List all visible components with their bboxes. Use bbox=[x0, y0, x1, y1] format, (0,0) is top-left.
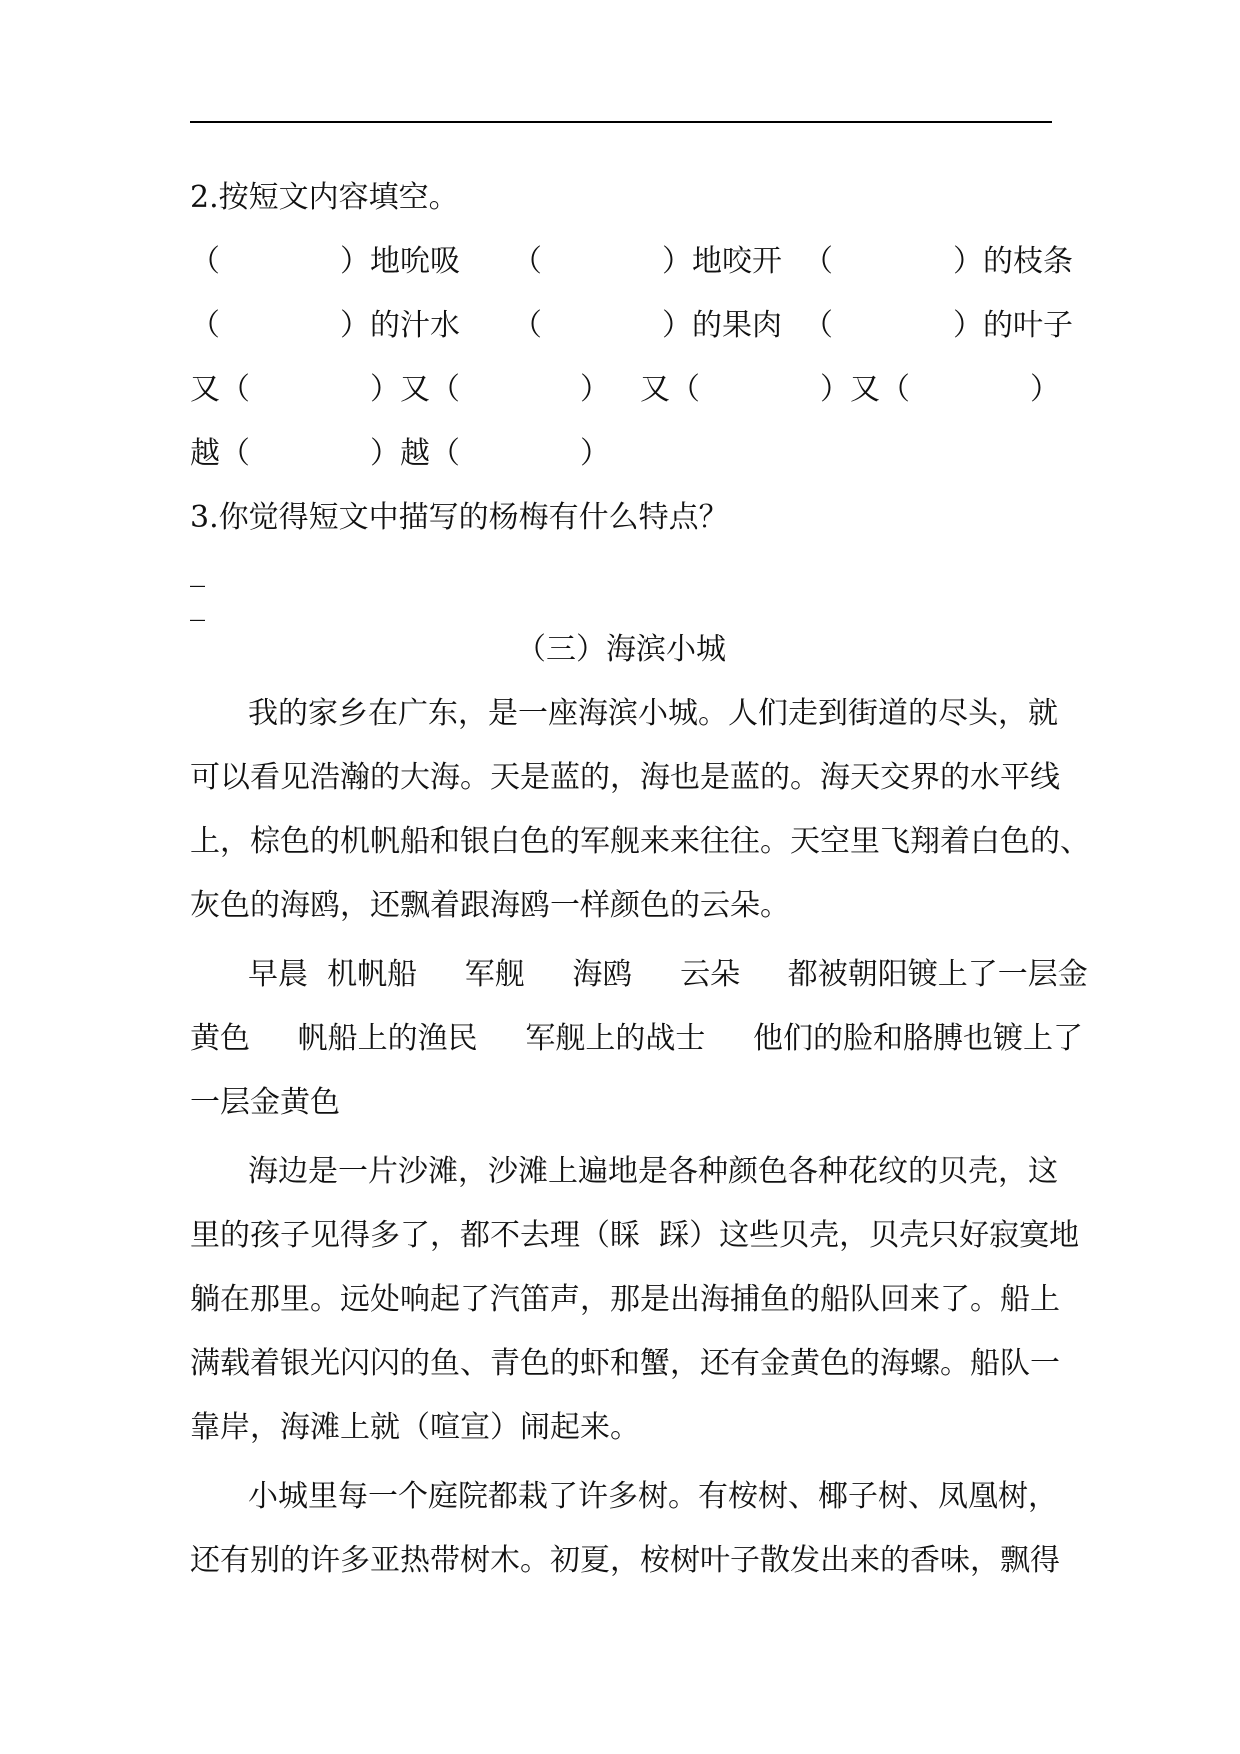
fill-blank-8: 又（ ）又（ ） bbox=[640, 372, 1060, 407]
passage-title: （三）海滨小城 bbox=[516, 632, 726, 667]
fill-blank-7: 又（ ）又（ ） bbox=[190, 372, 610, 407]
fill-blank-1: （ ）地吮吸 bbox=[190, 244, 460, 279]
paragraph-3-line-3: 躺在那里。远处响起了汽笛声，那是出海捕鱼的船队回来了。船上 bbox=[190, 1282, 1060, 1317]
fill-blank-5: （ ）的果肉 bbox=[512, 308, 782, 343]
answer-line-1: _ bbox=[190, 553, 205, 588]
paragraph-2-line-1: 早晨 机帆船 军舰 海鸥 云朵 都被朝阳镀上了一层金 bbox=[248, 957, 1088, 992]
paragraph-3-line-5: 靠岸，海滩上就（喧宣）闹起来。 bbox=[190, 1410, 640, 1445]
question-2-prompt: 2.按短文内容填空。 bbox=[190, 180, 459, 215]
paragraph-4-line-1: 小城里每一个庭院都栽了许多树。有桉树、椰子树、凤凰树， bbox=[248, 1479, 1058, 1514]
paragraph-2-line-2: 黄色 帆船上的渔民 军舰上的战士 他们的脸和胳膊也镀上了 bbox=[190, 1021, 1084, 1056]
paragraph-4-line-2: 还有别的许多亚热带树木。初夏，桉树叶子散发出来的香味，飘得 bbox=[190, 1543, 1060, 1578]
paragraph-2-line-3: 一层金黄色 bbox=[190, 1085, 340, 1120]
paragraph-3-line-4: 满载着银光闪闪的鱼、青色的虾和蟹，还有金黄色的海螺。船队一 bbox=[190, 1346, 1060, 1381]
answer-line-2: _ bbox=[190, 587, 205, 622]
question-3-prompt: 3.你觉得短文中描写的杨梅有什么特点？ bbox=[190, 500, 729, 535]
paragraph-1-line-4: 灰色的海鸥，还飘着跟海鸥一样颜色的云朵。 bbox=[190, 888, 790, 923]
fill-blank-2: （ ）地咬开 bbox=[512, 244, 782, 279]
header-rule bbox=[190, 121, 1052, 123]
fill-blank-4: （ ）的汁水 bbox=[190, 308, 460, 343]
paragraph-1-line-3: 上，棕色的机帆船和银白色的军舰来来往往。天空里飞翔着白色的、 bbox=[190, 824, 1090, 859]
paragraph-1-line-1: 我的家乡在广东，是一座海滨小城。人们走到街道的尽头，就 bbox=[248, 696, 1058, 731]
paragraph-1-line-2: 可以看见浩瀚的大海。天是蓝的，海也是蓝的。海天交界的水平线 bbox=[190, 760, 1060, 795]
fill-blank-3: （ ）的枝条 bbox=[803, 244, 1073, 279]
fill-blank-6: （ ）的叶子 bbox=[803, 308, 1073, 343]
paragraph-3-line-1: 海边是一片沙滩，沙滩上遍地是各种颜色各种花纹的贝壳，这 bbox=[248, 1154, 1058, 1189]
paragraph-3-line-2: 里的孩子见得多了，都不去理（睬 踩）这些贝壳，贝壳只好寂寞地 bbox=[190, 1218, 1080, 1253]
fill-blank-9: 越（ ）越（ ） bbox=[190, 436, 610, 471]
